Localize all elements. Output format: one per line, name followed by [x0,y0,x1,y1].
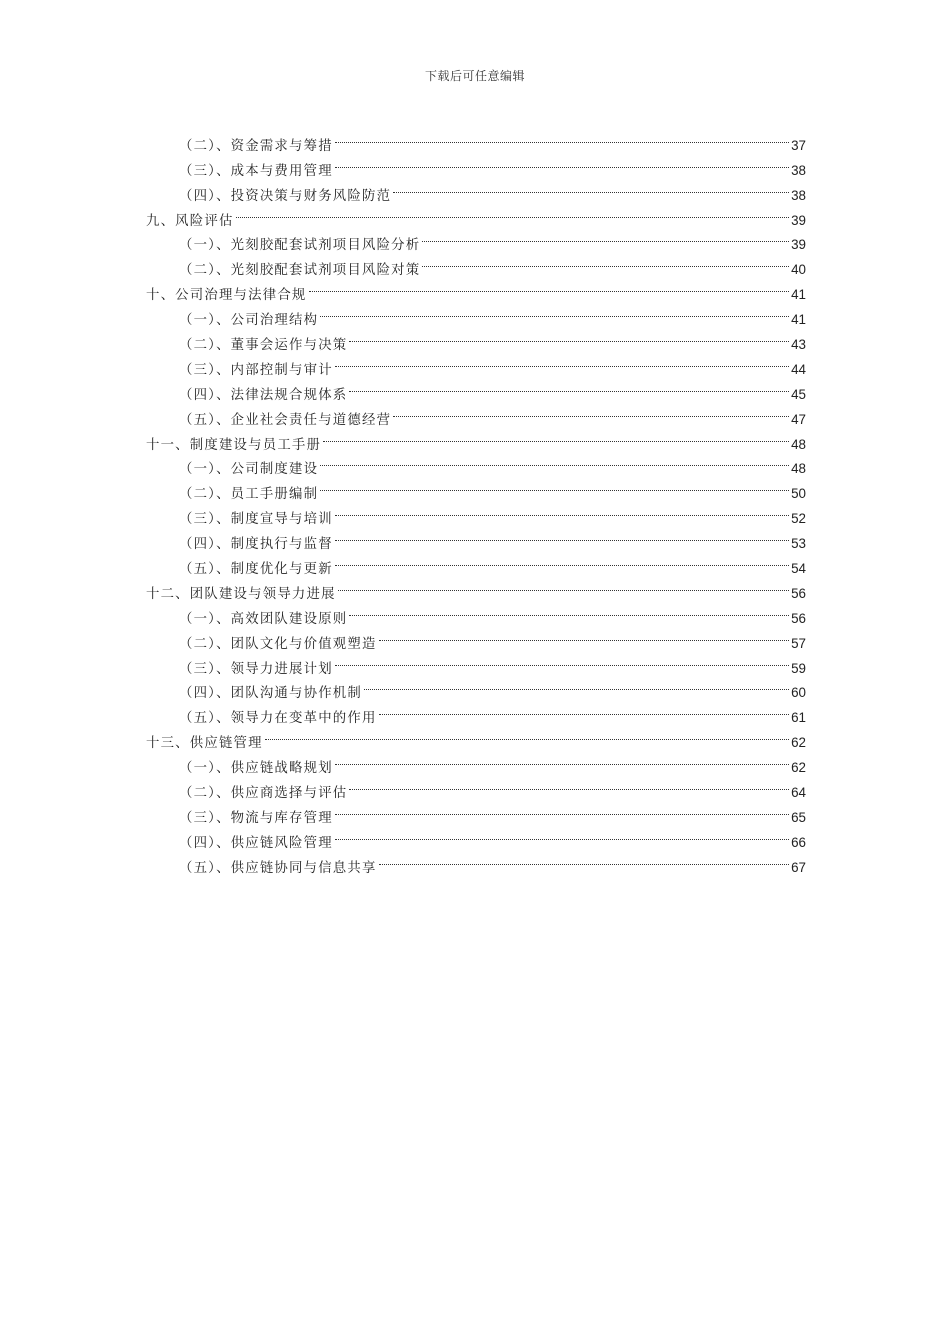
toc-dot-leader [265,722,789,747]
toc-entry-page-number: 67 [791,859,806,875]
toc-entry-page-number: 41 [791,287,806,303]
toc-entry-label: （四）、投资决策与财务风险防范 [179,188,392,204]
toc-entry-page-number: 56 [791,610,806,626]
toc-entry-label: （五）、领导力在变革中的作用 [179,711,377,727]
toc-dot-leader [309,274,790,299]
toc-entry-label: （一）、高效团队建设原则 [179,611,348,627]
toc-entry-label: （二）、员工手册编制 [179,487,319,503]
toc-entry-page-number: 61 [791,710,806,726]
toc-dot-leader [335,548,789,573]
toc-entry-label: （五）、制度优化与更新 [179,562,333,578]
toc-entry-label: （二）、董事会运作与决策 [179,338,348,354]
toc-entry-label: 十一、制度建设与员工手册 [146,437,322,453]
toc-entry-page-number: 54 [791,561,806,577]
toc-dot-leader [335,150,789,175]
toc-entry-page-number: 52 [791,511,806,527]
toc-entry[interactable] [146,225,806,254]
toc-dot-leader [364,673,789,698]
toc-entry-label: （四）、法律法规合规体系 [179,387,348,403]
toc-entry-label: （五）、企业社会责任与道德经营 [179,412,392,428]
toc-entry-page-number: 56 [791,585,806,601]
toc-entry-page-number: 43 [791,337,806,353]
toc-dot-leader [335,349,789,374]
toc-dot-leader [335,822,789,847]
toc-entry-page-number: 39 [791,237,806,253]
toc-entry-page-number: 40 [791,262,806,278]
toc-entry-page-number: 62 [791,760,806,776]
toc-dot-leader [349,598,789,623]
toc-dot-leader [320,449,789,474]
toc-dot-leader [349,772,789,797]
toc-entry-label: （三）、内部控制与审计 [179,362,333,378]
toc-entry-label: （三）、物流与库存管理 [179,810,333,826]
toc-entry-label: 十三、供应链管理 [146,736,263,752]
toc-entry-label: （一）、公司治理结构 [179,313,319,329]
toc-dot-leader [379,697,790,722]
toc-dot-leader [349,374,789,399]
toc-entry-page-number: 60 [791,685,806,701]
toc-entry-page-number: 50 [791,486,806,502]
toc-dot-leader [349,324,789,349]
toc-entry-page-number: 48 [791,461,806,477]
toc-entry-label: （二）、供应商选择与评估 [179,786,348,802]
toc-entry-label: （一）、供应链战略规划 [179,761,333,777]
toc-entry-page-number: 62 [791,735,806,751]
toc-entry-page-number: 41 [791,312,806,328]
toc-entry-page-number: 44 [791,361,806,377]
toc-entry-label: 九、风险评估 [146,213,234,229]
toc-dot-leader [323,424,789,449]
toc-entry-label: （四）、团队沟通与协作机制 [179,686,362,702]
toc-entry[interactable] [146,200,806,229]
table-of-contents [146,125,806,876]
toc-dot-leader [393,399,789,424]
toc-entry-page-number: 37 [791,137,806,153]
toc-entry-page-number: 38 [791,187,806,203]
toc-dot-leader [379,623,790,648]
toc-entry-label: （一）、光刻胶配套试剂项目风险分析 [179,238,421,254]
toc-dot-leader [422,225,789,250]
toc-dot-leader [335,797,789,822]
toc-entry-label: 十、公司治理与法律合规 [146,288,307,304]
toc-dot-leader [335,648,789,673]
toc-dot-leader [335,125,789,150]
toc-entry-page-number: 45 [791,386,806,402]
toc-entry-label: （二）、团队文化与价值观塑造 [179,636,377,652]
toc-entry-page-number: 53 [791,536,806,552]
toc-entry-label: （四）、制度执行与监督 [179,537,333,553]
toc-dot-leader [236,200,790,225]
toc-entry-label: （五）、供应链协同与信息共享 [179,860,377,876]
toc-entry[interactable] [146,125,806,154]
toc-entry-label: （二）、光刻胶配套试剂项目风险对策 [179,263,421,279]
toc-entry-label: （四）、供应链风险管理 [179,835,333,851]
toc-entry-page-number: 66 [791,834,806,850]
toc-dot-leader [379,847,790,872]
toc-entry-page-number: 38 [791,162,806,178]
toc-dot-leader [320,299,789,324]
toc-dot-leader [335,747,789,772]
toc-entry-page-number: 48 [791,436,806,452]
toc-entry-label: 十二、团队建设与领导力进展 [146,586,336,602]
toc-dot-leader [320,473,789,498]
toc-entry-label: （三）、领导力进展计划 [179,661,333,677]
toc-entry-page-number: 64 [791,785,806,801]
toc-dot-leader [422,249,789,274]
toc-entry-page-number: 39 [791,212,806,228]
page-header-note: 下载后可任意编辑 [424,69,525,83]
toc-entry-label: （二）、资金需求与筹措 [179,138,333,154]
toc-entry-page-number: 57 [791,635,806,651]
toc-entry-label: （三）、成本与费用管理 [179,163,333,179]
toc-entry-label: （三）、制度宣导与培训 [179,512,333,528]
toc-dot-leader [335,523,789,548]
toc-dot-leader [393,175,789,200]
toc-dot-leader [335,498,789,523]
toc-entry-page-number: 59 [791,660,806,676]
toc-dot-leader [338,573,789,598]
toc-entry-page-number: 47 [791,411,806,427]
toc-entry-label: （一）、公司制度建设 [179,462,319,478]
toc-entry-page-number: 65 [791,809,806,825]
